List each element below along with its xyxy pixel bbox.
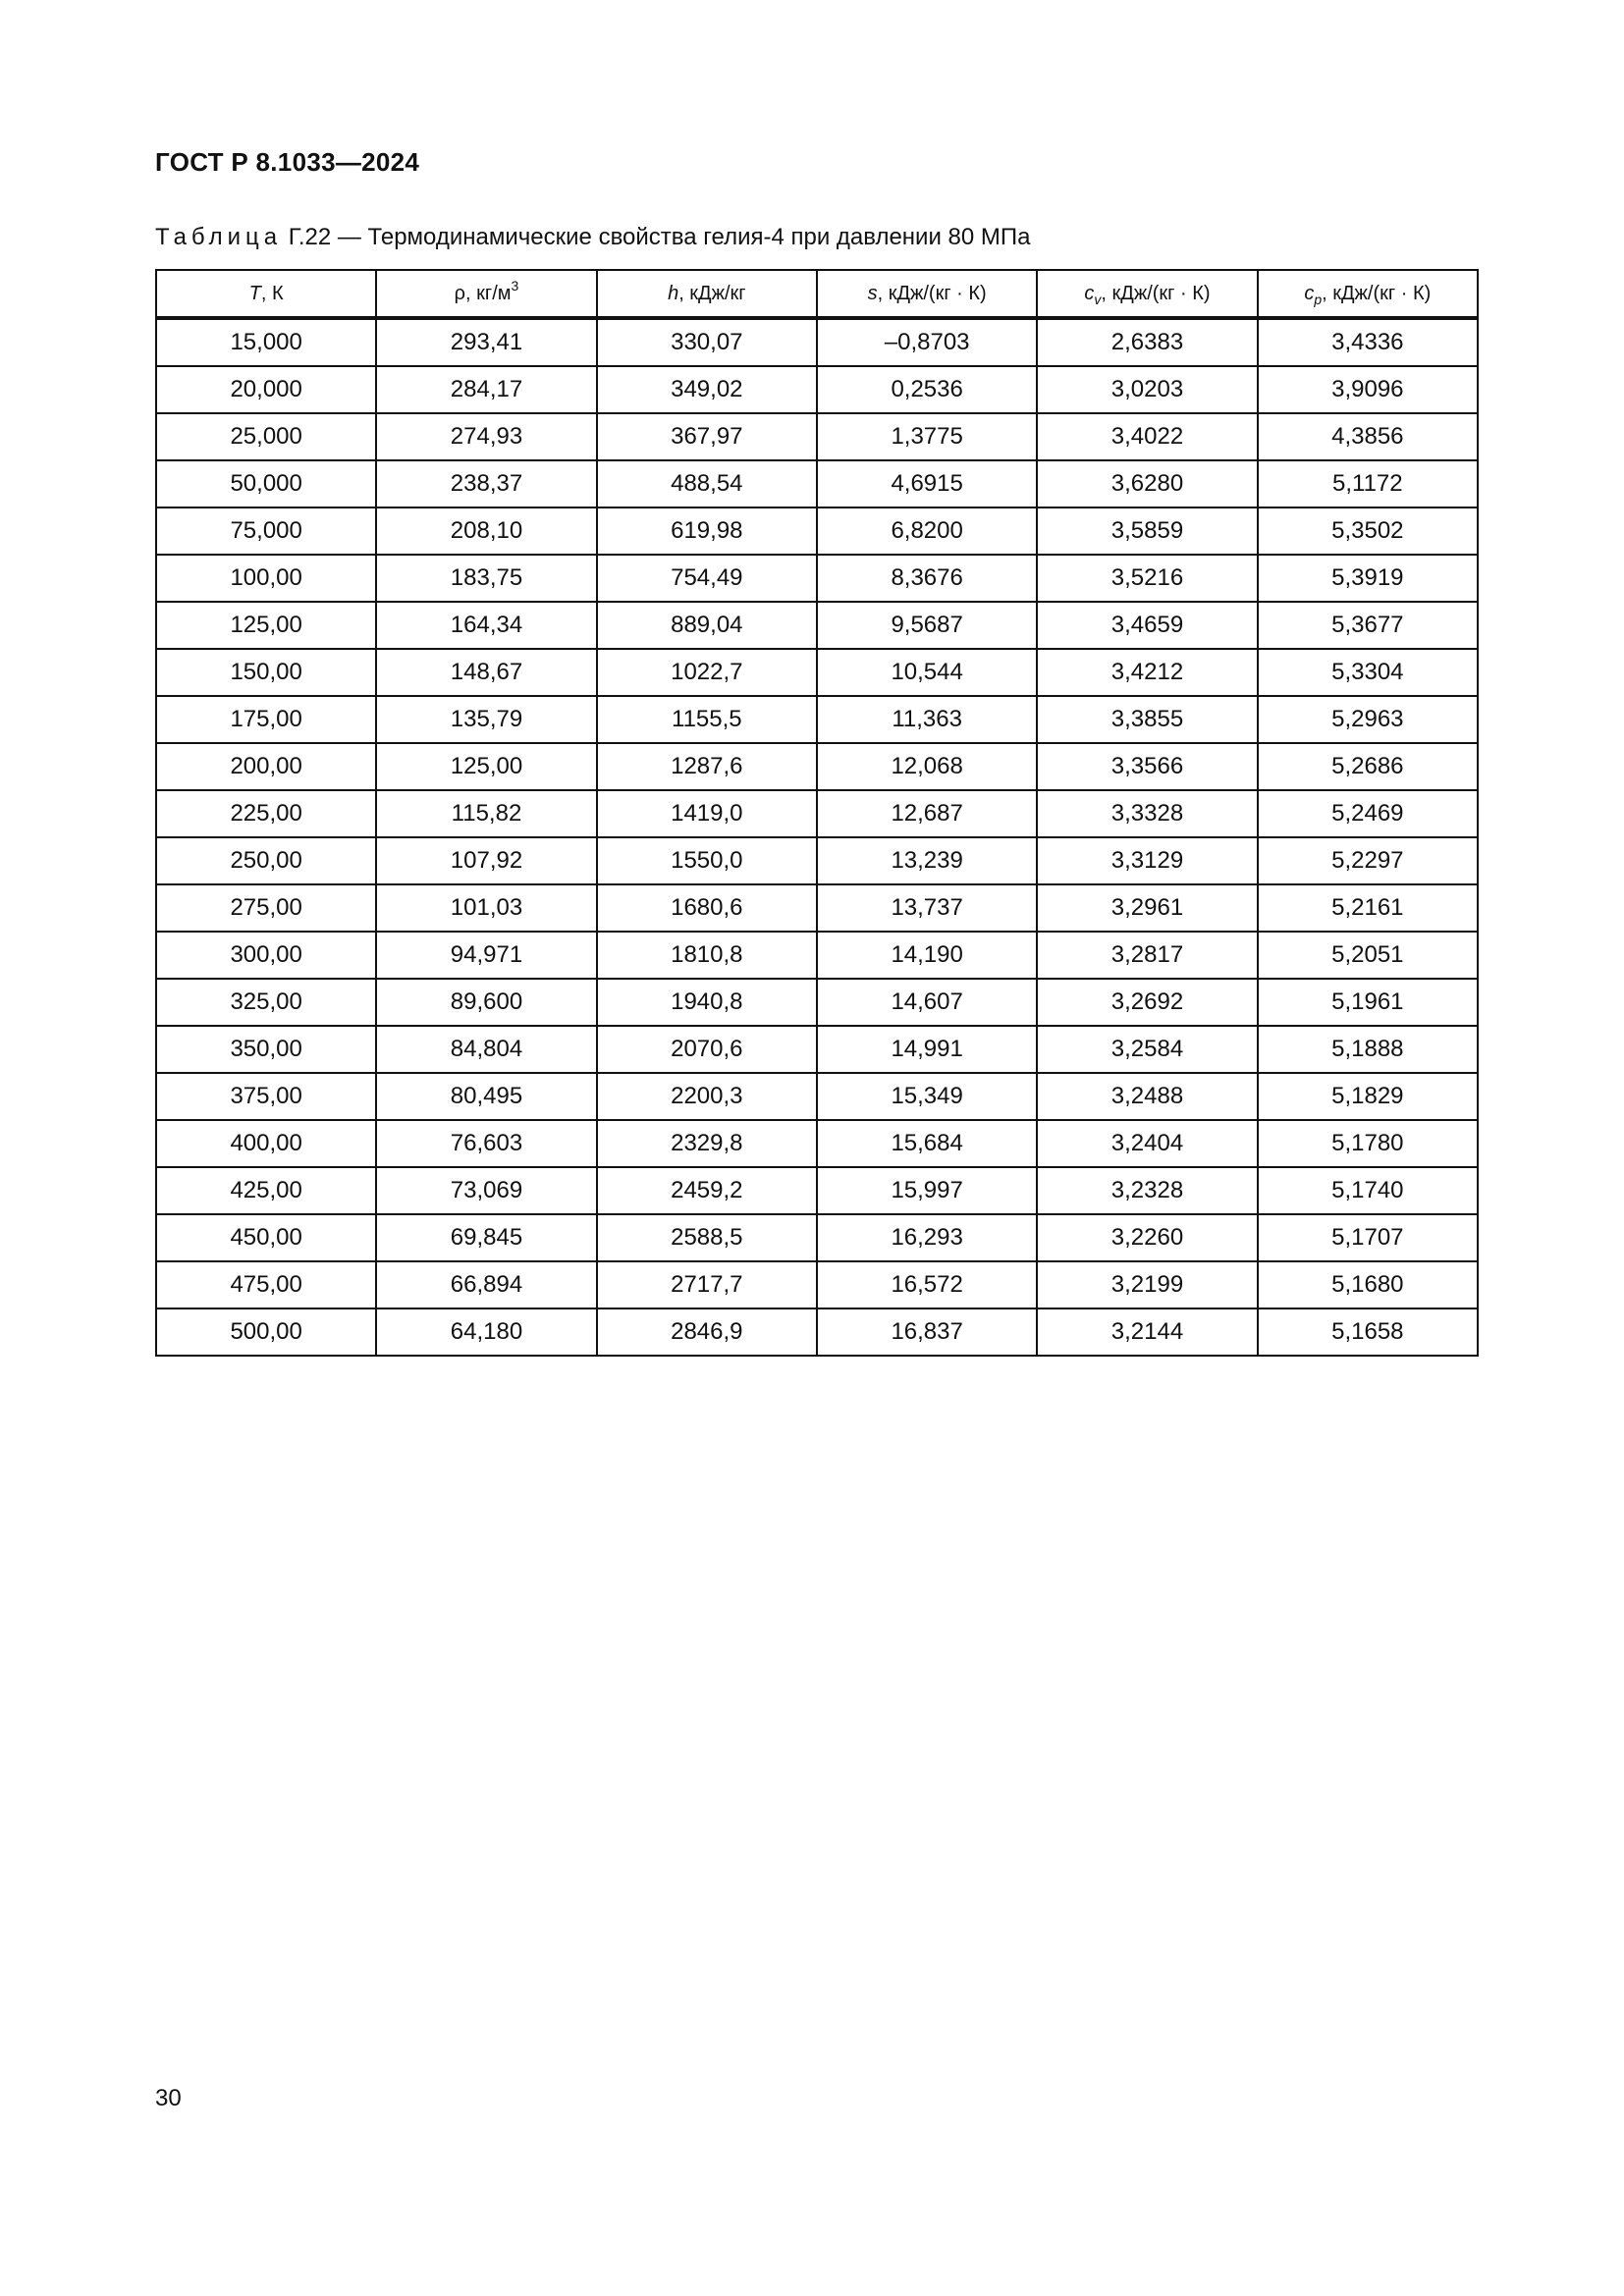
table-cell: 14,607	[817, 979, 1037, 1026]
table-cell: 375,00	[156, 1073, 376, 1120]
table-cell: 350,00	[156, 1026, 376, 1073]
table-cell: 367,97	[597, 413, 817, 460]
table-header-row	[156, 270, 1478, 318]
table-row	[156, 366, 1478, 413]
table-caption-text: Г.22 — Термодинамические свойства гелия-4 при давлении 80 МПа	[288, 224, 1031, 250]
table-cell: 5,2963	[1258, 696, 1478, 743]
table-cell: 3,3129	[1037, 837, 1257, 884]
table-cell: 3,2488	[1037, 1073, 1257, 1120]
table-cell: 3,3855	[1037, 696, 1257, 743]
table-cell: 4,6915	[817, 460, 1037, 507]
table-cell: 175,00	[156, 696, 376, 743]
table-cell: 754,49	[597, 555, 817, 602]
table-cell: 115,82	[376, 790, 596, 837]
table-row	[156, 507, 1478, 555]
table-cell: 9,5687	[817, 602, 1037, 649]
table-cell: 12,068	[817, 743, 1037, 790]
table-cell: 5,2686	[1258, 743, 1478, 790]
table-cell: 135,79	[376, 696, 596, 743]
table-cell: 275,00	[156, 884, 376, 932]
table-cell: 5,1829	[1258, 1073, 1478, 1120]
table-cell: 3,4336	[1258, 318, 1478, 366]
table-row	[156, 1214, 1478, 1261]
table-cell: 2200,3	[597, 1073, 817, 1120]
table-cell: 3,3328	[1037, 790, 1257, 837]
table-row	[156, 979, 1478, 1026]
column-header: s, кДж/(кг · К)	[817, 270, 1037, 318]
table-cell: 5,2469	[1258, 790, 1478, 837]
table-cell: 3,2199	[1037, 1261, 1257, 1308]
table-cell: 3,9096	[1258, 366, 1478, 413]
table-cell: 293,41	[376, 318, 596, 366]
table-row	[156, 1026, 1478, 1073]
table-cell: 73,069	[376, 1167, 596, 1214]
table-cell: 89,600	[376, 979, 596, 1026]
table-cell: 100,00	[156, 555, 376, 602]
table-cell: 5,1707	[1258, 1214, 1478, 1261]
table-cell: 148,67	[376, 649, 596, 696]
table-cell: 11,363	[817, 696, 1037, 743]
table-cell: 349,02	[597, 366, 817, 413]
table-row	[156, 318, 1478, 366]
table-cell: 1940,8	[597, 979, 817, 1026]
table-cell: 183,75	[376, 555, 596, 602]
table-cell: 889,04	[597, 602, 817, 649]
table-cell: 1550,0	[597, 837, 817, 884]
table-cell: 1810,8	[597, 932, 817, 979]
column-header: h, кДж/кг	[597, 270, 817, 318]
table-cell: 1022,7	[597, 649, 817, 696]
table-cell: 2717,7	[597, 1261, 817, 1308]
table-cell: 76,603	[376, 1120, 596, 1167]
table-cell: 5,1680	[1258, 1261, 1478, 1308]
table-row	[156, 413, 1478, 460]
table-cell: 3,2692	[1037, 979, 1257, 1026]
table-cell: 125,00	[376, 743, 596, 790]
table-cell: 20,000	[156, 366, 376, 413]
table-cell: 5,3502	[1258, 507, 1478, 555]
table-cell: 5,2161	[1258, 884, 1478, 932]
table-row	[156, 696, 1478, 743]
column-header: T, К	[156, 270, 376, 318]
table-cell: 400,00	[156, 1120, 376, 1167]
table-cell: 1287,6	[597, 743, 817, 790]
table-cell: 5,1740	[1258, 1167, 1478, 1214]
table-cell: 300,00	[156, 932, 376, 979]
table-caption-label: Таблица	[155, 224, 283, 250]
table-cell: 488,54	[597, 460, 817, 507]
table-cell: 125,00	[156, 602, 376, 649]
table-cell: 5,1172	[1258, 460, 1478, 507]
table-cell: 1680,6	[597, 884, 817, 932]
table-cell: 16,837	[817, 1308, 1037, 1356]
table-cell: 3,2584	[1037, 1026, 1257, 1073]
table-cell: 13,737	[817, 884, 1037, 932]
table-row	[156, 884, 1478, 932]
table-cell: 3,3566	[1037, 743, 1257, 790]
table-row	[156, 649, 1478, 696]
table-cell: 6,8200	[817, 507, 1037, 555]
table-cell: 5,2297	[1258, 837, 1478, 884]
table-cell: 450,00	[156, 1214, 376, 1261]
table-cell: 69,845	[376, 1214, 596, 1261]
table-cell: 14,190	[817, 932, 1037, 979]
table-cell: 5,3919	[1258, 555, 1478, 602]
table-cell: 2846,9	[597, 1308, 817, 1356]
table-row	[156, 460, 1478, 507]
table-row	[156, 1308, 1478, 1356]
table-cell: 325,00	[156, 979, 376, 1026]
table-cell: 94,971	[376, 932, 596, 979]
table-cell: 2,6383	[1037, 318, 1257, 366]
table-cell: 1155,5	[597, 696, 817, 743]
table-cell: 0,2536	[817, 366, 1037, 413]
table-cell: 15,000	[156, 318, 376, 366]
table-cell: 3,2404	[1037, 1120, 1257, 1167]
table-row	[156, 555, 1478, 602]
table-cell: 274,93	[376, 413, 596, 460]
table-cell: 3,5859	[1037, 507, 1257, 555]
column-header: $c_v$, кДж/(кг · К)	[1037, 270, 1257, 318]
table-cell: 3,4022	[1037, 413, 1257, 460]
table-cell: 75,000	[156, 507, 376, 555]
table-row	[156, 837, 1478, 884]
table-cell: 10,544	[817, 649, 1037, 696]
table-cell: 475,00	[156, 1261, 376, 1308]
table-cell: 16,572	[817, 1261, 1037, 1308]
table-caption	[155, 224, 1031, 251]
table-cell: 8,3676	[817, 555, 1037, 602]
thermo-properties-table	[155, 269, 1479, 1357]
table-cell: 3,5216	[1037, 555, 1257, 602]
table-cell: 15,997	[817, 1167, 1037, 1214]
table-cell: 12,687	[817, 790, 1037, 837]
table-cell: 500,00	[156, 1308, 376, 1356]
table-cell: 2588,5	[597, 1214, 817, 1261]
table-cell: 3,2817	[1037, 932, 1257, 979]
table-cell: 3,6280	[1037, 460, 1257, 507]
table-row	[156, 1120, 1478, 1167]
table-cell: 164,34	[376, 602, 596, 649]
table-cell: 101,03	[376, 884, 596, 932]
table-cell: 3,4212	[1037, 649, 1257, 696]
table-cell: 1419,0	[597, 790, 817, 837]
table-cell: 238,37	[376, 460, 596, 507]
table-cell: 14,991	[817, 1026, 1037, 1073]
table-cell: 2329,8	[597, 1120, 817, 1167]
column-header: $c_p$, кДж/(кг · К)	[1258, 270, 1478, 318]
table-cell: 4,3856	[1258, 413, 1478, 460]
table-cell: 3,2144	[1037, 1308, 1257, 1356]
table-cell: 16,293	[817, 1214, 1037, 1261]
table-cell: 2459,2	[597, 1167, 817, 1214]
table-row	[156, 602, 1478, 649]
table-cell: 15,684	[817, 1120, 1037, 1167]
table-cell: 425,00	[156, 1167, 376, 1214]
table-cell: 5,2051	[1258, 932, 1478, 979]
table-cell: 3,0203	[1037, 366, 1257, 413]
table-cell: 3,2260	[1037, 1214, 1257, 1261]
table-cell: 225,00	[156, 790, 376, 837]
document-header: ГОСТ Р 8.1033—2024	[155, 147, 420, 177]
table-cell: 284,17	[376, 366, 596, 413]
table-cell: 330,07	[597, 318, 817, 366]
table-cell: 200,00	[156, 743, 376, 790]
table-cell: 5,1780	[1258, 1120, 1478, 1167]
table-cell: 250,00	[156, 837, 376, 884]
table-cell: 107,92	[376, 837, 596, 884]
table-cell: 2070,6	[597, 1026, 817, 1073]
table-row	[156, 1167, 1478, 1214]
table-cell: 5,1961	[1258, 979, 1478, 1026]
table-cell: 208,10	[376, 507, 596, 555]
table-cell: 66,894	[376, 1261, 596, 1308]
table-cell: 3,2328	[1037, 1167, 1257, 1214]
table-row	[156, 1261, 1478, 1308]
table-cell: 80,495	[376, 1073, 596, 1120]
table-row	[156, 790, 1478, 837]
table-row	[156, 932, 1478, 979]
table-cell: 25,000	[156, 413, 376, 460]
table-cell: 5,3304	[1258, 649, 1478, 696]
table-cell: 15,349	[817, 1073, 1037, 1120]
table-cell: 5,3677	[1258, 602, 1478, 649]
table-cell: 3,4659	[1037, 602, 1257, 649]
table-cell: 84,804	[376, 1026, 596, 1073]
table-cell: 150,00	[156, 649, 376, 696]
table-row	[156, 1073, 1478, 1120]
page-number: 30	[155, 2085, 182, 2111]
table-row	[156, 743, 1478, 790]
table-cell: 3,2961	[1037, 884, 1257, 932]
table-cell: 13,239	[817, 837, 1037, 884]
table-body	[156, 318, 1478, 1356]
table-cell: 50,000	[156, 460, 376, 507]
table-cell: 5,1658	[1258, 1308, 1478, 1356]
column-header: ρ, $кг/м^3$	[376, 270, 596, 318]
table-cell: 619,98	[597, 507, 817, 555]
table-cell: –0,8703	[817, 318, 1037, 366]
table-cell: 64,180	[376, 1308, 596, 1356]
table-cell: 5,1888	[1258, 1026, 1478, 1073]
table-cell: 1,3775	[817, 413, 1037, 460]
